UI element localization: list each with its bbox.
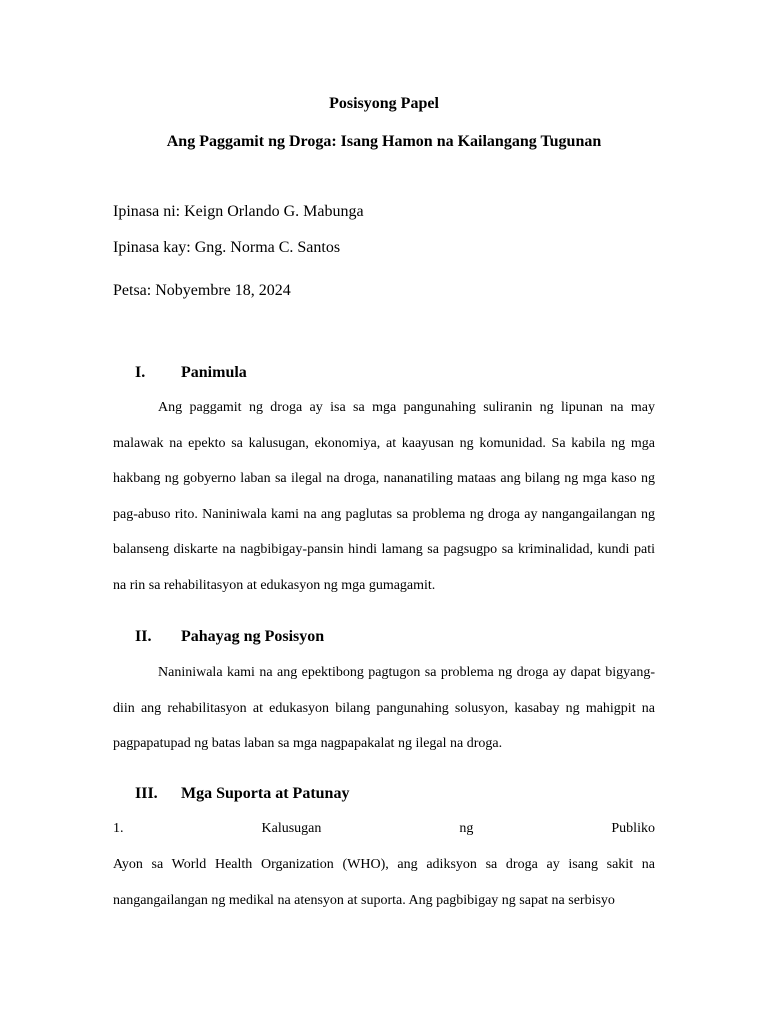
document-date: Petsa: Nobyembre 18, 2024 bbox=[113, 282, 291, 299]
document-page bbox=[113, 0, 655, 1024]
subitem-word: ng bbox=[459, 821, 474, 836]
section-title: Panimula bbox=[181, 364, 247, 381]
section-number: III. bbox=[135, 785, 158, 802]
paragraph-panimula: Ang paggamit ng droga ay isa sa mga pangunahing suliranin ng lipunan na may malawak na epekto sa kalusugan, ekonomiya, at kaayusan ng komunidad. Sa kabila ng mga hakbang ng gobyerno laban sa ilegal na droga, nananatiling mataas ang bilang ng mga kaso ng pag-abuso rito. Naniniwala kami na ang paglutas sa problema ng droga ay nangangailangan ng balanseng diskarte na nagbibigay-pansin hindi lamang sa pagsugpo sa kriminalidad, kundi pati na rin sa rehabilitasyon at edukasyon ng mga gumagamit. bbox=[113, 400, 655, 593]
subitem-kalusugan-ng-publiko bbox=[113, 819, 655, 839]
document-subtitle: Ang Paggamit ng Droga: Isang Hamon na Kailangang Tugunan bbox=[166, 133, 602, 150]
submitted-by: Ipinasa ni: Keign Orlando G. Mabunga bbox=[113, 203, 364, 220]
submitted-to: Ipinasa kay: Gng. Norma C. Santos bbox=[113, 239, 341, 256]
subitem-word: Kalusugan bbox=[261, 821, 322, 836]
section-number: I. bbox=[135, 364, 146, 381]
paragraph-suporta: Ayon sa World Health Organization (WHO), ang adiksyon sa droga ay isang sakit na nangangailangan ng medikal na atensyon at suporta. Ang pagbibigay ng sapat na serbisyo bbox=[113, 857, 655, 908]
section-title: Mga Suporta at Patunay bbox=[181, 785, 350, 802]
section-title: Pahayag ng Posisyon bbox=[181, 628, 325, 645]
document-title: Posisyong Papel bbox=[329, 95, 439, 112]
paragraph-pahayag: Naniniwala kami na ang epektibong pagtugon sa problema ng droga ay dapat bigyang-diin ang rehabilitasyon at edukasyon bilang pangunahing solusyon, kasabay ng mahigpit na pagpapatupad ng batas laban sa mga nagpapakalat ng ilegal na droga. bbox=[113, 665, 655, 752]
subitem-word: Publiko bbox=[611, 821, 655, 836]
subitem-number: 1. bbox=[113, 821, 124, 836]
section-number: II. bbox=[135, 628, 152, 645]
